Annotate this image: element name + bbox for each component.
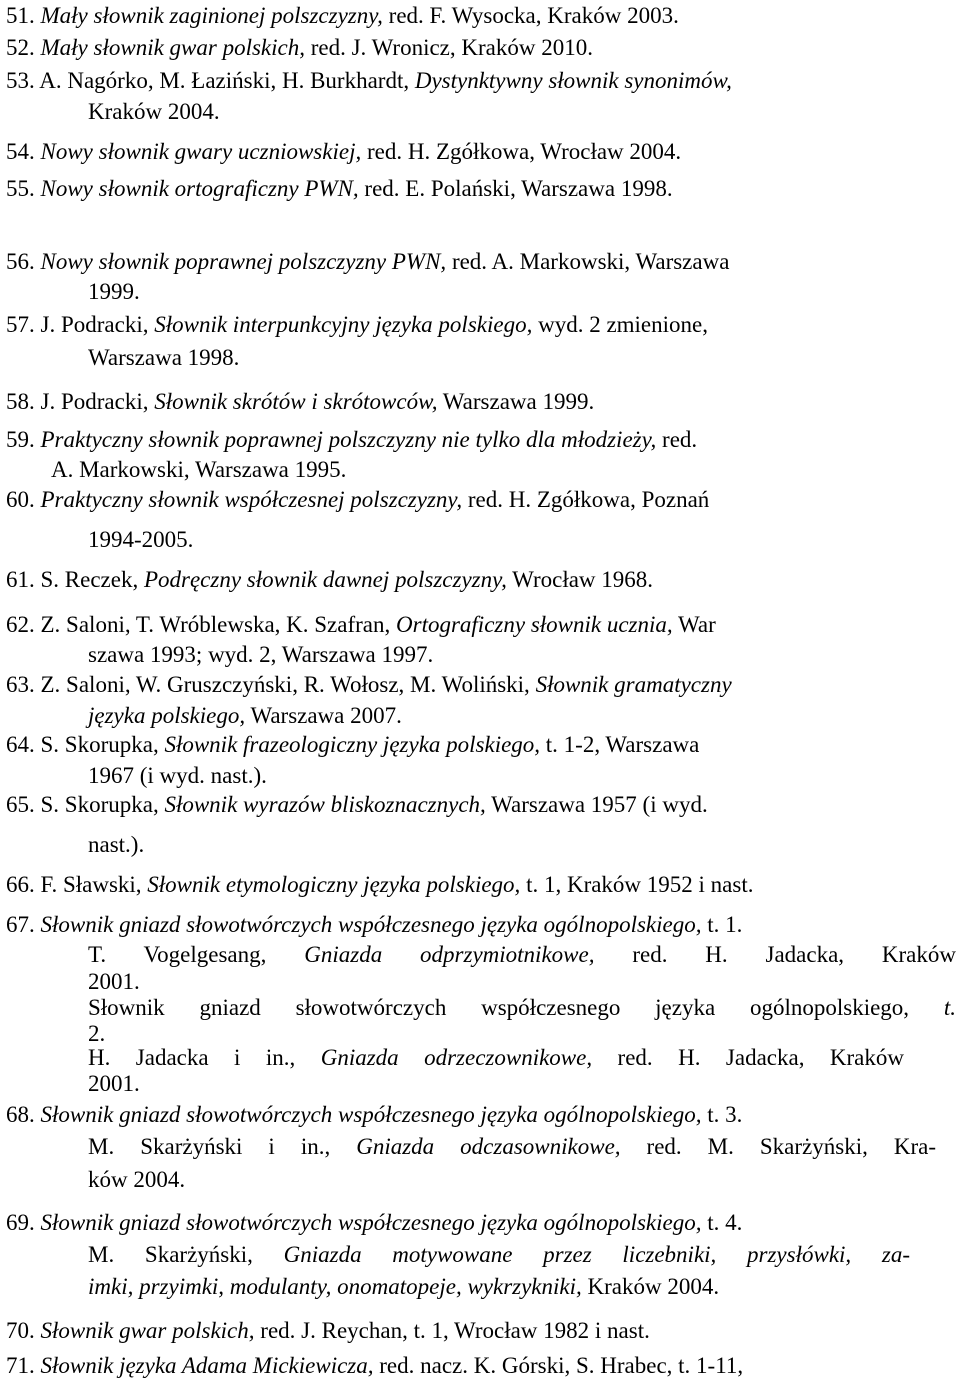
- entry-details: t. 1, Kraków 1952 i nast.: [520, 872, 754, 897]
- entry-57-continuation: Warszawa 1998.: [88, 345, 240, 370]
- entry-number: 70.: [6, 1318, 35, 1343]
- entry-59-continuation: A. Markowski, Warszawa 1995.: [51, 457, 347, 482]
- entry-68: [6, 1101, 742, 1129]
- entry-details: Kraków 2004.: [581, 1274, 720, 1299]
- entry-authors: F. Sławski,: [40, 872, 148, 897]
- entry-63-continuation: [88, 702, 402, 730]
- entry-number: 68.: [6, 1102, 35, 1127]
- entry-title: Ortograficzny słownik ucznia,: [396, 612, 673, 637]
- entry-55: [6, 175, 673, 203]
- entry-details: red. H. Zgółkowa, Poznań: [462, 487, 710, 512]
- entry-details: Warszawa 1957 (i wyd.: [485, 792, 708, 817]
- entry-details: Warszawa 2007.: [245, 703, 402, 728]
- entry-title: Mały słownik gwar polskich,: [40, 35, 305, 60]
- entry-65-continuation: nast.).: [88, 832, 145, 857]
- entry-number: 63.: [6, 672, 35, 697]
- entry-series-title: Słownik gniazd słowotwórczych współczesnego języka ogólnopolskiego,: [88, 995, 944, 1020]
- entry-67-volume-2: [88, 994, 956, 1022]
- entry-64: [6, 731, 699, 759]
- entry-65: [6, 791, 708, 819]
- entry-number: 67.: [6, 912, 35, 937]
- entry-67-volume-1-continuation: 2001.: [88, 969, 140, 994]
- entry-details: red. M. Skarżyński, Kra-: [620, 1134, 936, 1159]
- entry-67-volume-1: [88, 941, 956, 969]
- entry-title: Gniazda odrzeczownikowe,: [320, 1045, 593, 1070]
- entry-title: Słownik wyrazów bliskoznacznych,: [164, 792, 486, 817]
- entry-number: 59.: [6, 427, 35, 452]
- entry-title: Gniazda odczasownikowe,: [356, 1134, 621, 1159]
- entry-60-continuation: 1994-2005.: [88, 527, 194, 552]
- entry-number: 61.: [6, 567, 35, 592]
- entry-63: [6, 671, 732, 699]
- entry-details: red. A. Markowski, Warszawa: [446, 249, 730, 274]
- entry-details: t. 4.: [701, 1210, 743, 1235]
- entry-authors: J. Podracki,: [40, 389, 155, 414]
- entry-title: Mały słownik zaginionej polszczyzny,: [40, 3, 383, 28]
- entry-details: red. nacz. K. Górski, S. Hrabec, t. 1-11,: [373, 1353, 744, 1378]
- entry-number: 64.: [6, 732, 35, 757]
- entry-details: red. H. Zgółkowa, Wrocław 2004.: [361, 139, 682, 164]
- entry-authors: M. Skarżyński i in.,: [88, 1134, 357, 1159]
- entry-62-continuation: szawa 1993; wyd. 2, Warszawa 1997.: [88, 642, 434, 667]
- entry-authors: M. Skarżyński,: [88, 1242, 284, 1267]
- entry-title: Słownik języka Adama Mickiewicza,: [40, 1353, 374, 1378]
- entry-number: 55.: [6, 176, 35, 201]
- entry-number: 65.: [6, 792, 35, 817]
- entry-title: Nowy słownik gwary uczniowskiej,: [40, 139, 362, 164]
- entry-details: red. J. Reychan, t. 1, Wrocław 1982 i nast.: [254, 1318, 650, 1343]
- entry-title: Słownik gniazd słowotwórczych współczesnego języka ogólnopolskiego,: [40, 1102, 702, 1127]
- entry-69: [6, 1209, 742, 1237]
- entry-54: [6, 138, 681, 166]
- entry-details: wyd. 2 zmienione,: [532, 312, 708, 337]
- entry-title: Słownik frazeologiczny języka polskiego,: [164, 732, 541, 757]
- entry-title: Słownik interpunkcyjny języka polskiego,: [154, 312, 533, 337]
- entry-70: [6, 1317, 650, 1345]
- entry-58: [6, 388, 594, 416]
- entry-number: 58.: [6, 389, 35, 414]
- entry-title: Praktyczny słownik poprawnej polszczyzny nie tylko dla młodzieży,: [40, 427, 657, 452]
- entry-details: red. J. Wronicz, Kraków 2010.: [304, 35, 593, 60]
- entry-authors: J. Podracki,: [40, 312, 155, 337]
- entry-authors: A. Nagórko, M. Łaziński, H. Burkhardt,: [39, 68, 415, 93]
- entry-64-continuation: 1967 (i wyd. nast.).: [88, 763, 267, 788]
- entry-title: Nowy słownik ortograficzny PWN,: [40, 176, 359, 201]
- entry-68-volume-3-continuation: ków 2004.: [88, 1167, 186, 1192]
- entry-61: [6, 566, 653, 594]
- entry-66: [6, 871, 753, 899]
- entry-67-volume-3-continuation: 2001.: [88, 1071, 140, 1096]
- entry-number: 54.: [6, 139, 35, 164]
- entry-57: [6, 311, 708, 339]
- entry-title-continuation: języka polskiego,: [88, 703, 246, 728]
- entry-details: red. F. Wysocka, Kraków 2003.: [382, 3, 679, 28]
- entry-authors: T. Vogelgesang,: [88, 942, 305, 967]
- entry-number: 52.: [6, 35, 35, 60]
- entry-authors: H. Jadacka i in.,: [88, 1045, 321, 1070]
- entry-number: 57.: [6, 312, 35, 337]
- entry-title: Podręczny słownik dawnej polszczyzny,: [143, 567, 507, 592]
- entry-authors: S. Skorupka,: [40, 792, 165, 817]
- entry-67-volume-2-continuation: 2.: [88, 1021, 106, 1046]
- entry-details: Warszawa 1999.: [437, 389, 595, 414]
- entry-details: Wrocław 1968.: [506, 567, 654, 592]
- entry-67-volume-3: [88, 1044, 904, 1072]
- entry-details: red.: [656, 427, 698, 452]
- entry-51: [6, 2, 679, 30]
- entry-details: War: [672, 612, 716, 637]
- entry-71: [6, 1352, 743, 1380]
- entry-59: [6, 426, 697, 454]
- entry-authors: S. Skorupka,: [40, 732, 165, 757]
- entry-69-volume-4: [88, 1241, 910, 1269]
- entry-details: t. 1-2, Warszawa: [540, 732, 700, 757]
- entry-details: red. H. Jadacka, Kraków: [592, 1045, 904, 1070]
- entry-title: Słownik skrótów i skrótowców,: [154, 389, 438, 414]
- entry-title: Gniazda motywowane przez liczebniki, przysłówki, za-: [283, 1242, 910, 1267]
- entry-53: [6, 67, 732, 95]
- entry-69-volume-4-continuation: [88, 1273, 719, 1301]
- entry-52: [6, 34, 593, 62]
- entry-number: 56.: [6, 249, 35, 274]
- entry-number: 60.: [6, 487, 35, 512]
- entry-title: Praktyczny słownik współczesnej polszczyzny,: [40, 487, 463, 512]
- entry-details: red. E. Polański, Warszawa 1998.: [358, 176, 673, 201]
- entry-details: t. 1.: [701, 912, 743, 937]
- entry-title: Słownik gwar polskich,: [40, 1318, 255, 1343]
- entry-title: Dystynktywny słownik synonimów,: [414, 68, 732, 93]
- entry-title: Słownik gniazd słowotwórczych współczesnego języka ogólnopolskiego,: [40, 912, 702, 937]
- entry-title: Słownik gramatyczny: [535, 672, 732, 697]
- entry-title: Słownik gniazd słowotwórczych współczesnego języka ogólnopolskiego,: [40, 1210, 702, 1235]
- entry-number: 71.: [6, 1353, 35, 1378]
- entry-title-continuation: imki, przyimki, modulanty, onomatopeje, wykrzykniki,: [88, 1274, 582, 1299]
- entry-number: 62.: [6, 612, 35, 637]
- entry-60: [6, 486, 709, 514]
- entry-details: t. 3.: [701, 1102, 743, 1127]
- entry-67: [6, 911, 742, 939]
- entry-number: 66.: [6, 872, 35, 897]
- entry-number: 51.: [6, 3, 35, 28]
- entry-68-volume-3: [88, 1133, 936, 1161]
- entry-53-continuation: Kraków 2004.: [88, 99, 220, 124]
- entry-title: Słownik etymologiczny języka polskiego,: [147, 872, 521, 897]
- entry-title: Nowy słownik poprawnej polszczyzny PWN,: [40, 249, 447, 274]
- entry-number: 69.: [6, 1210, 35, 1235]
- entry-56: [6, 248, 729, 276]
- entry-authors: S. Reczek,: [40, 567, 144, 592]
- entry-title: Gniazda odprzymiotnikowe,: [304, 942, 595, 967]
- entry-authors: Z. Saloni, W. Gruszczyński, R. Wołosz, M. Woliński,: [40, 672, 536, 697]
- entry-56-continuation: 1999.: [88, 279, 140, 304]
- entry-volume-mark: t.: [943, 995, 956, 1020]
- entry-details: red. H. Jadacka, Kraków: [594, 942, 956, 967]
- entry-number: 53.: [6, 68, 35, 93]
- entry-62: [6, 611, 716, 639]
- entry-authors: Z. Saloni, T. Wróblewska, K. Szafran,: [40, 612, 397, 637]
